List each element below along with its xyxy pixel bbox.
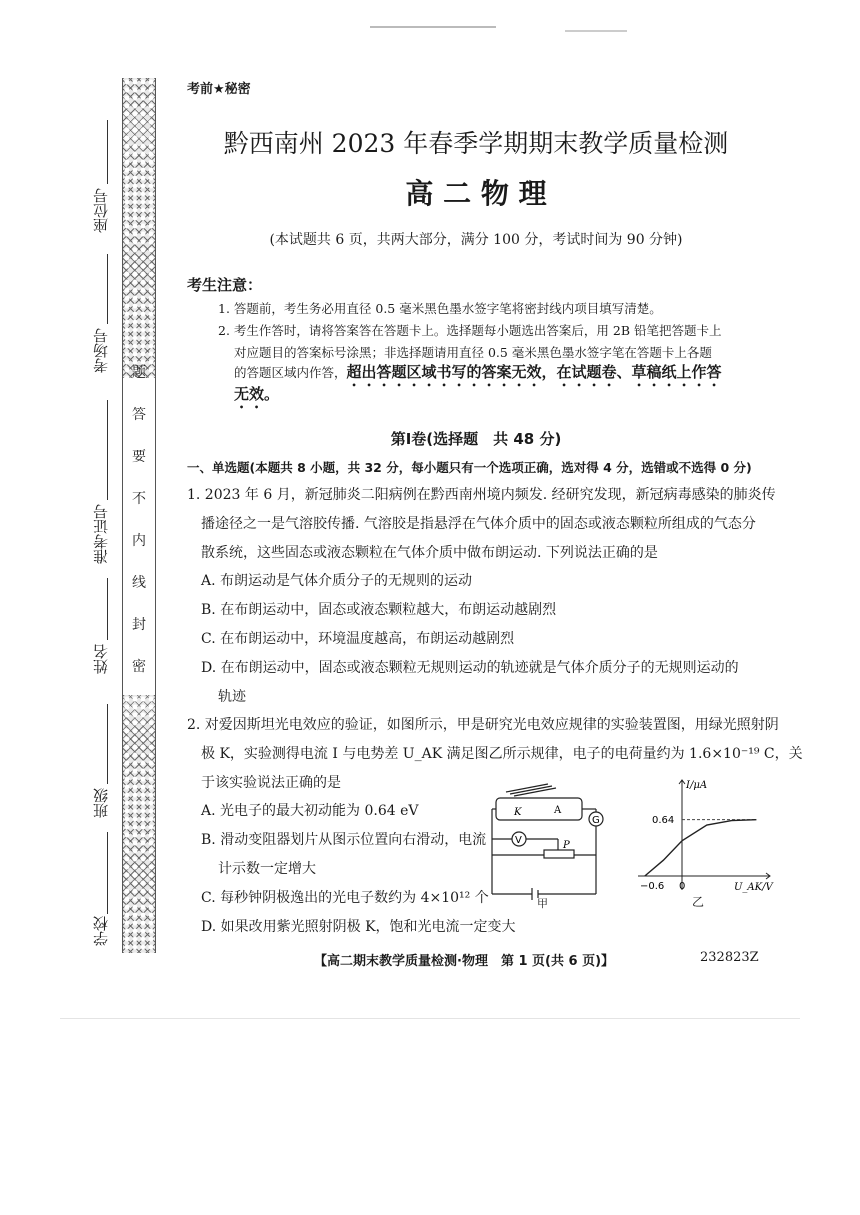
iu-graph — [630, 772, 780, 902]
iu-curve — [645, 820, 757, 876]
school-line[interactable] — [107, 832, 108, 914]
warning-char: 不 — [132, 491, 146, 507]
circuit-label-p: P — [563, 840, 570, 851]
circuit-label-k: K — [514, 807, 522, 818]
school-label: 学校 — [92, 916, 110, 946]
notice-item-2c-bold: 超出答题区域书写的答案无效，在试题卷、草稿纸上作答 — [346, 363, 722, 381]
q2-option-b-cont: 计示数一定增大 — [218, 861, 316, 877]
scan-mark — [370, 26, 496, 28]
x-tick-neg-label: −0.6 — [640, 881, 665, 892]
subject-title: 高 二 物 理 — [405, 177, 547, 210]
notice-item-2b: 对应题目的答案标号涂黑；非选择题请用直径 0.5 毫米黑色墨水签字笔在答题卡上各题 — [234, 345, 712, 360]
q2-stem-line3: 于该实验说法正确的是 — [201, 775, 341, 791]
ticket-number-label: 准考证号 — [92, 504, 110, 564]
circuit-label-g: G — [592, 815, 600, 826]
warning-char: 封 — [132, 617, 146, 633]
seat-number-label: 座位号 — [92, 188, 110, 233]
q1-option-c[interactable]: C. 在布朗运动中，环境温度越高，布朗运动越剧烈 — [201, 631, 515, 647]
warning-char: 线 — [132, 575, 146, 591]
class-line[interactable] — [107, 704, 108, 784]
q1-option-b[interactable]: B. 在布朗运动中，固态或液态颗粒越大，布朗运动越剧烈 — [201, 602, 557, 618]
warning-char: 密 — [132, 659, 146, 675]
page-footer: 【高二期末教学质量检测·物理 第 1 页(共 6 页)】 — [314, 954, 615, 969]
q1-stem-line3: 散系统，这些固态或液态颗粒在气体介质中做布朗运动. 下列说法正确的是 — [201, 545, 658, 561]
name-label: 姓名 — [92, 644, 110, 674]
q1-option-d-cont: 轨迹 — [218, 689, 246, 705]
q1-stem-line1: 1. 2023 年 6 月，新冠肺炎二阳病例在黔西南州境内频发. 经研究发现，新冠病毒感染的肺炎传 — [187, 487, 776, 503]
circuit-caption: 甲 — [537, 897, 548, 910]
scan-mark — [565, 30, 627, 32]
q2-stem-line2: 极 K，实验测得电流 I 与电势差 U_AK 满足图乙所示规律，电子的电荷量约为 1.6×10⁻¹⁹ C，关 — [201, 746, 803, 762]
exam-info: (本试题共 6 页，共两大部分，满分 100 分，考试时间为 90 分钟) — [269, 232, 683, 248]
single-choice-heading: 一、单选题(本题共 8 小题，共 32 分，每小题只有一个选项正确，选对得 4 分，选错或不选得 0 分) — [187, 460, 752, 475]
scan-mark — [60, 1018, 800, 1019]
q2-option-b[interactable]: B. 滑动变阻器划片从图示位置向右滑动，电流 — [201, 832, 487, 848]
seat-number-line[interactable] — [107, 120, 108, 184]
warning-char: 题 — [132, 365, 146, 381]
name-line[interactable] — [107, 578, 108, 640]
warning-char: 内 — [132, 533, 146, 549]
origin-label: 0 — [679, 881, 686, 892]
y-tick-label: 0.64 — [652, 815, 675, 826]
class-label: 班级 — [92, 788, 110, 818]
notice-item-2c — [234, 361, 722, 390]
q2-stem-line1: 2. 对爱因斯坦光电效应的验证，如图所示，甲是研究光电效应规律的实验装置图，用绿光照射阴 — [187, 717, 779, 733]
exam-room-line[interactable] — [107, 254, 108, 324]
circuit-diagram — [488, 782, 618, 910]
q1-option-a[interactable]: A. 布朗运动是气体介质分子的无规则的运动 — [201, 573, 473, 589]
sidebar-pattern-bottom — [122, 695, 156, 953]
notice-item-2c-plain: 的答题区域内作答， — [234, 365, 347, 380]
notice-title: 考生注意： — [187, 276, 263, 294]
x-axis-label: U_AK/V — [734, 882, 773, 893]
y-axis-label: I/μA — [686, 780, 708, 791]
q2-option-a[interactable]: A. 光电子的最大初动能为 0.64 eV — [201, 803, 419, 819]
ticket-number-line[interactable] — [107, 400, 108, 500]
secret-mark: 考前★秘密 — [187, 82, 251, 97]
paper-code: 232823Z — [700, 950, 759, 965]
warning-char: 要 — [132, 449, 146, 465]
circuit-label-v: V — [515, 835, 522, 846]
part-title: 第Ⅰ卷(选择题 共 48 分) — [390, 430, 562, 448]
exam-title: 黔西南州 2023 年春季学期期末教学质量检测 — [223, 129, 729, 158]
q2-option-d[interactable]: D. 如果改用紫光照射阴极 K，饱和光电流一定变大 — [201, 919, 516, 935]
q2-option-c[interactable]: C. 每秒钟阴极逸出的光电子数约为 4×10¹² 个 — [201, 890, 489, 906]
sidebar-pattern-top — [122, 78, 156, 378]
notice-item-1: 1. 答题前，考生务必用直径 0.5 毫米黑色墨水签字笔将密封线内项目填写清楚。 — [218, 301, 662, 316]
q1-stem-line2: 播途径之一是气溶胶传播. 气溶胶是指悬浮在气体介质中的固态或液态颗粒所组成的气态分 — [201, 516, 756, 532]
graph-caption: 乙 — [692, 895, 705, 909]
q1-option-d[interactable]: D. 在布朗运动中，固态或液态颗粒无规则运动的轨迹就是气体介质分子的无规则运动的 — [201, 660, 739, 676]
notice-item-2d: 无效。 — [234, 385, 280, 403]
circuit-label-a: A — [554, 805, 562, 816]
notice-item-2a: 2. 考生作答时，请将答案答在答题卡上。选择题每小题选出答案后，用 2B 铅笔把答题卡上 — [218, 323, 722, 338]
warning-char: 答 — [132, 407, 146, 423]
exam-room-label: 考场号 — [92, 328, 110, 373]
